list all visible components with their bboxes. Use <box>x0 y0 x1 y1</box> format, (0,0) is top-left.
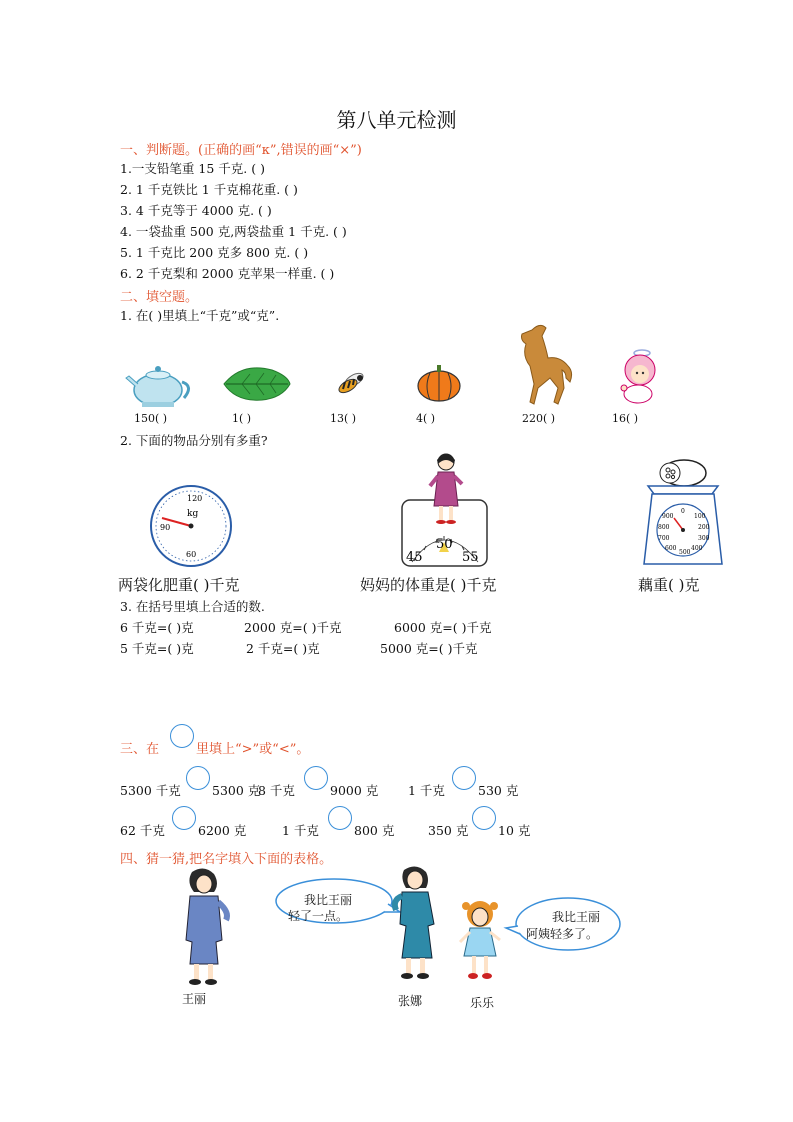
kitchen-scale-tick-900: 900 <box>662 513 674 520</box>
kitchen-scale-tick-100: 100 <box>694 513 706 520</box>
compare-circle-example <box>170 724 194 748</box>
compare-5-left: 1 千克 <box>282 823 319 838</box>
compare-circle-4[interactable] <box>172 806 196 830</box>
compare-circle-3[interactable] <box>452 766 476 790</box>
compare-1-right: 5300 克 <box>212 783 261 798</box>
kitchen-scale-tick-800: 800 <box>658 524 670 531</box>
compare-1-left: 5300 千克 <box>120 783 181 798</box>
kg-dial-tick-90: 90 <box>160 523 171 532</box>
kitchen-scale-tick-400: 400 <box>691 545 703 552</box>
convert-2-3: 5000 克=( )千克 <box>380 641 478 656</box>
kg-dial-tick-60: 60 <box>186 550 197 559</box>
compare-circle-2[interactable] <box>304 766 328 790</box>
compare-5-right: 800 克 <box>354 823 395 838</box>
compare-circle-1[interactable] <box>186 766 210 790</box>
leaf-icon <box>222 364 292 404</box>
person-scale-tick-45: 45 <box>406 550 423 565</box>
judge-item-5: 5. 1 千克比 200 克多 800 克. ( ) <box>120 245 309 260</box>
bubble-2-line-1: 我比王丽 <box>552 910 601 924</box>
kitchen-scale-tick-500: 500 <box>679 549 691 556</box>
compare-circle-6[interactable] <box>472 806 496 830</box>
section-2-heading: 二、填空题。 <box>120 290 199 305</box>
name-label-lele: 乐乐 <box>470 996 495 1010</box>
compare-6-right: 10 克 <box>498 823 531 838</box>
section-3-heading-suffix: 里填上“>”或“<”。 <box>196 742 310 757</box>
item-label-pumpkin: 4( ) <box>416 412 436 425</box>
name-label-zhangna: 张娜 <box>398 994 423 1008</box>
convert-1-1: 6 千克=( )克 <box>120 620 194 635</box>
name-label-wangli: 王丽 <box>182 992 207 1006</box>
item-label-leaf: 1( ) <box>232 412 252 425</box>
judge-item-6: 6. 2 千克梨和 2000 克苹果一样重. ( ) <box>120 266 335 281</box>
compare-3-left: 1 千克 <box>408 783 445 798</box>
bubble-1-line-1: 我比王丽 <box>304 893 353 907</box>
page-title: 第八单元检测 <box>336 108 457 132</box>
fill-question-1: 1. 在( )里填上“千克”或“克”. <box>120 308 280 323</box>
fill-question-3: 3. 在括号里填上合适的数. <box>120 599 265 614</box>
item-label-baby: 16( ) <box>612 412 639 425</box>
judge-item-3: 3. 4 千克等于 4000 克. ( ) <box>120 203 272 218</box>
kitchen-scale-icon <box>638 458 728 568</box>
woman-zhangna-icon <box>390 866 446 982</box>
judge-item-1: 1.一支铅笔重 15 千克. ( ) <box>120 161 265 176</box>
kitchen-scale-tick-600: 600 <box>665 545 677 552</box>
item-label-bee: 13( ) <box>330 412 357 425</box>
judge-item-2: 2. 1 千克铁比 1 千克棉花重. ( ) <box>120 182 298 197</box>
bubble-2-line-2: 阿姨轻多了。 <box>526 927 599 941</box>
kitchen-scale-tick-300: 300 <box>698 535 710 542</box>
kg-dial-tick-120: 120 <box>187 494 203 503</box>
compare-6-left: 350 克 <box>428 823 469 838</box>
compare-3-right: 530 克 <box>478 783 519 798</box>
convert-1-2: 2000 克=( )千克 <box>244 620 342 635</box>
scale-caption-lotus: 藕重( )克 <box>638 576 700 594</box>
scale-caption-fertilizer: 两袋化肥重( )千克 <box>118 576 240 594</box>
girl-lele-icon <box>456 898 506 988</box>
pumpkin-icon <box>416 362 462 402</box>
convert-1-3: 6000 克=( )千克 <box>394 620 492 635</box>
convert-2-2: 2 千克=( )克 <box>246 641 320 656</box>
judge-item-4: 4. 一袋盐重 500 克,两袋盐重 1 千克. ( ) <box>120 224 347 239</box>
teapot-icon <box>126 360 196 410</box>
person-scale-tick-50: 50 <box>436 537 453 552</box>
person-scale-icon <box>400 450 490 570</box>
fill-question-2: 2. 下面的物品分别有多重? <box>120 433 268 448</box>
baby-icon <box>612 348 662 404</box>
kitchen-scale-tick-700: 700 <box>658 535 670 542</box>
bubble-1-line-2: 轻了一点。 <box>288 909 349 923</box>
compare-circle-5[interactable] <box>328 806 352 830</box>
woman-wangli-icon <box>170 868 240 986</box>
compare-2-right: 9000 克 <box>330 783 379 798</box>
kg-dial-scale-icon <box>150 485 232 567</box>
compare-4-right: 6200 克 <box>198 823 247 838</box>
section-4-heading: 四、猜一猜,把名字填入下面的表格。 <box>120 852 333 867</box>
person-scale-tick-55: 55 <box>462 550 479 565</box>
kg-dial-unit: kg <box>187 509 199 519</box>
kitchen-scale-tick-200: 200 <box>698 524 710 531</box>
compare-2-left: 8 千克 <box>258 783 295 798</box>
scale-caption-mother: 妈妈的体重是( )千克 <box>360 576 497 594</box>
section-3-heading-prefix: 三、在 <box>120 742 160 757</box>
horse-icon <box>512 322 576 406</box>
compare-4-left: 62 千克 <box>120 823 165 838</box>
section-1-heading: 一、判断题。(正确的画“κ”,错误的画“×”) <box>120 143 362 158</box>
convert-2-1: 5 千克=( )克 <box>120 641 194 656</box>
bee-icon <box>330 368 370 400</box>
item-label-teapot: 150( ) <box>134 412 168 425</box>
item-label-horse: 220( ) <box>522 412 556 425</box>
kitchen-scale-tick-0: 0 <box>681 508 685 515</box>
